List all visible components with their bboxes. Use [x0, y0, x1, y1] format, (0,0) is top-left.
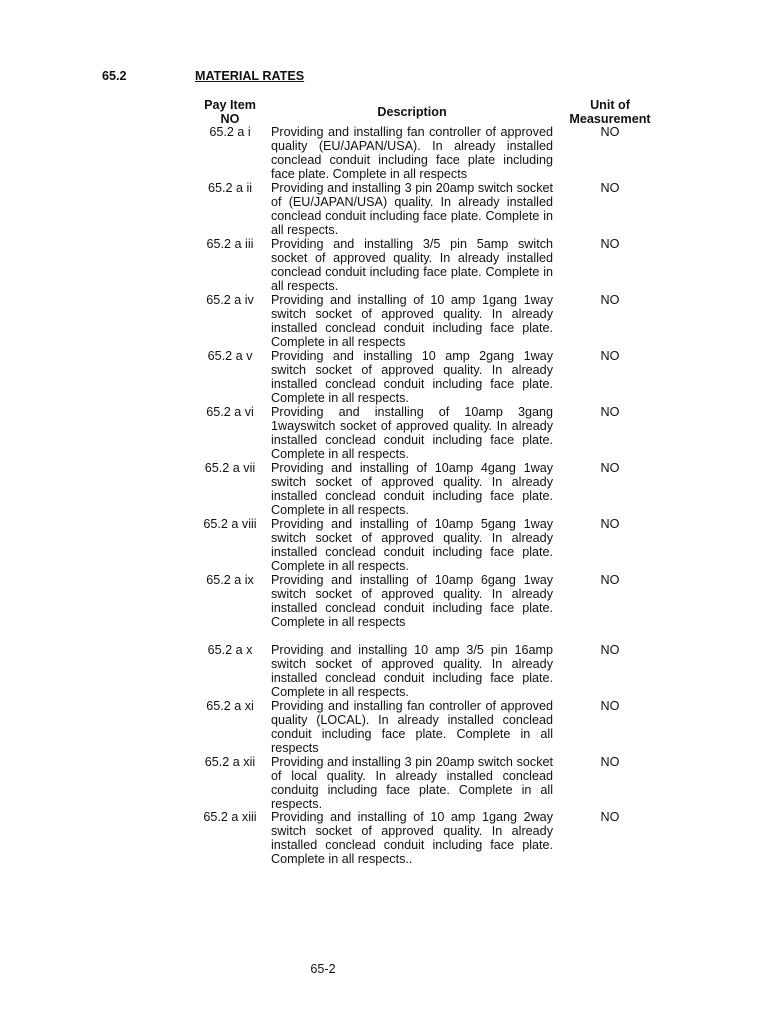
- description-cell: Providing and installing fan controller of approved quality (LOCAL). In already installed conclead conduit including face plate. Complete in all respects: [271, 699, 553, 755]
- page-number: 65-2: [310, 962, 336, 976]
- pay-item-cell: 65.2 a iv: [206, 293, 254, 307]
- pay-item-cell: 65.2 a vii: [204, 461, 256, 475]
- description-cell: Providing and installing of 10amp 3gang 1wayswitch socket of approved quality. In already installed conclead conduit including face plate. Complete in all respects.: [271, 405, 553, 461]
- pay-item-cell: 65.2 a xi: [206, 699, 254, 713]
- unit-cell: NO: [600, 181, 620, 195]
- pay-item-cell: 65.2 a vi: [206, 405, 254, 419]
- unit-cell: NO: [600, 810, 620, 824]
- pay-item-cell: 65.2 a x: [207, 643, 253, 657]
- unit-cell: NO: [600, 349, 620, 363]
- section-number: 65.2: [102, 69, 127, 83]
- unit-cell: NO: [600, 405, 620, 419]
- description-cell: Providing and installing 3/5 pin 5amp switch socket of approved quality. In already installed conclead conduit including face plate. Complete in all respects.: [271, 237, 553, 293]
- description-cell: Providing and installing 3 pin 20amp switch socket of (EU/JAPAN/USA) quality. In already installed conclead conduit including face plate. Complete in all respects.: [271, 181, 553, 237]
- unit-cell: NO: [600, 461, 620, 475]
- unit-cell: NO: [600, 699, 620, 713]
- pay-item-cell: 65.2 a i: [209, 125, 251, 139]
- pay-item-cell: 65.2 a v: [207, 349, 253, 363]
- description-cell: Providing and installing of 10amp 4gang 1way switch socket of approved quality. In already installed conclead conduit including face plate. Complete in all respects.: [271, 461, 553, 517]
- pay-item-cell: 65.2 a ii: [207, 181, 253, 195]
- description-cell: Providing and installing 10 amp 3/5 pin 16amp switch socket of approved quality. In already installed conclead conduit including face plate. Complete in all respects.: [271, 643, 553, 699]
- pay-item-cell: 65.2 a iii: [206, 237, 254, 251]
- description-cell: Providing and installing of 10 amp 1gang 1way switch socket of approved quality. In already installed conclead conduit including face plate. Complete in all respects: [271, 293, 553, 349]
- pay-item-cell: 65.2 a viii: [203, 517, 257, 531]
- description-cell: Providing and installing 3 pin 20amp switch socket of local quality. In already installed conclead conduitg including face plate. Complete in all respects.: [271, 755, 553, 811]
- unit-cell: NO: [600, 237, 620, 251]
- pay-item-cell: 65.2 a ix: [206, 573, 254, 587]
- description-cell: Providing and installing of 10 amp 1gang 2way switch socket of approved quality. In already installed conclead conduit including face plate. Complete in all respects..: [271, 810, 553, 866]
- section-title: MATERIAL RATES: [195, 69, 305, 83]
- description-cell: Providing and installing of 10amp 6gang 1way switch socket of approved quality. In already installed conclead conduit including face plate. Complete in all respects: [271, 573, 553, 629]
- pay-item-cell: 65.2 a xiii: [203, 810, 257, 824]
- description-cell: Providing and installing fan controller of approved quality (EU/JAPAN/USA). In already installed conclead conduit including face plate including face plate. Complete in all respects: [271, 125, 553, 181]
- unit-cell: NO: [600, 125, 620, 139]
- description-cell: Providing and installing of 10amp 5gang 1way switch socket of approved quality. In already installed conclead conduit including face plate. Complete in all respects.: [271, 517, 553, 573]
- description-cell: Providing and installing 10 amp 2gang 1way switch socket of approved quality. In already installed conclead conduit including face plate. Complete in all respects.: [271, 349, 553, 405]
- table-header-unit: Unit of Measurement: [569, 98, 651, 126]
- table-header-pay-item: Pay Item NO: [204, 98, 256, 126]
- table-header-description: Description: [377, 105, 447, 119]
- unit-cell: NO: [600, 573, 620, 587]
- unit-cell: NO: [600, 517, 620, 531]
- unit-cell: NO: [600, 755, 620, 769]
- pay-item-cell: 65.2 a xii: [204, 755, 256, 769]
- unit-cell: NO: [600, 643, 620, 657]
- unit-cell: NO: [600, 293, 620, 307]
